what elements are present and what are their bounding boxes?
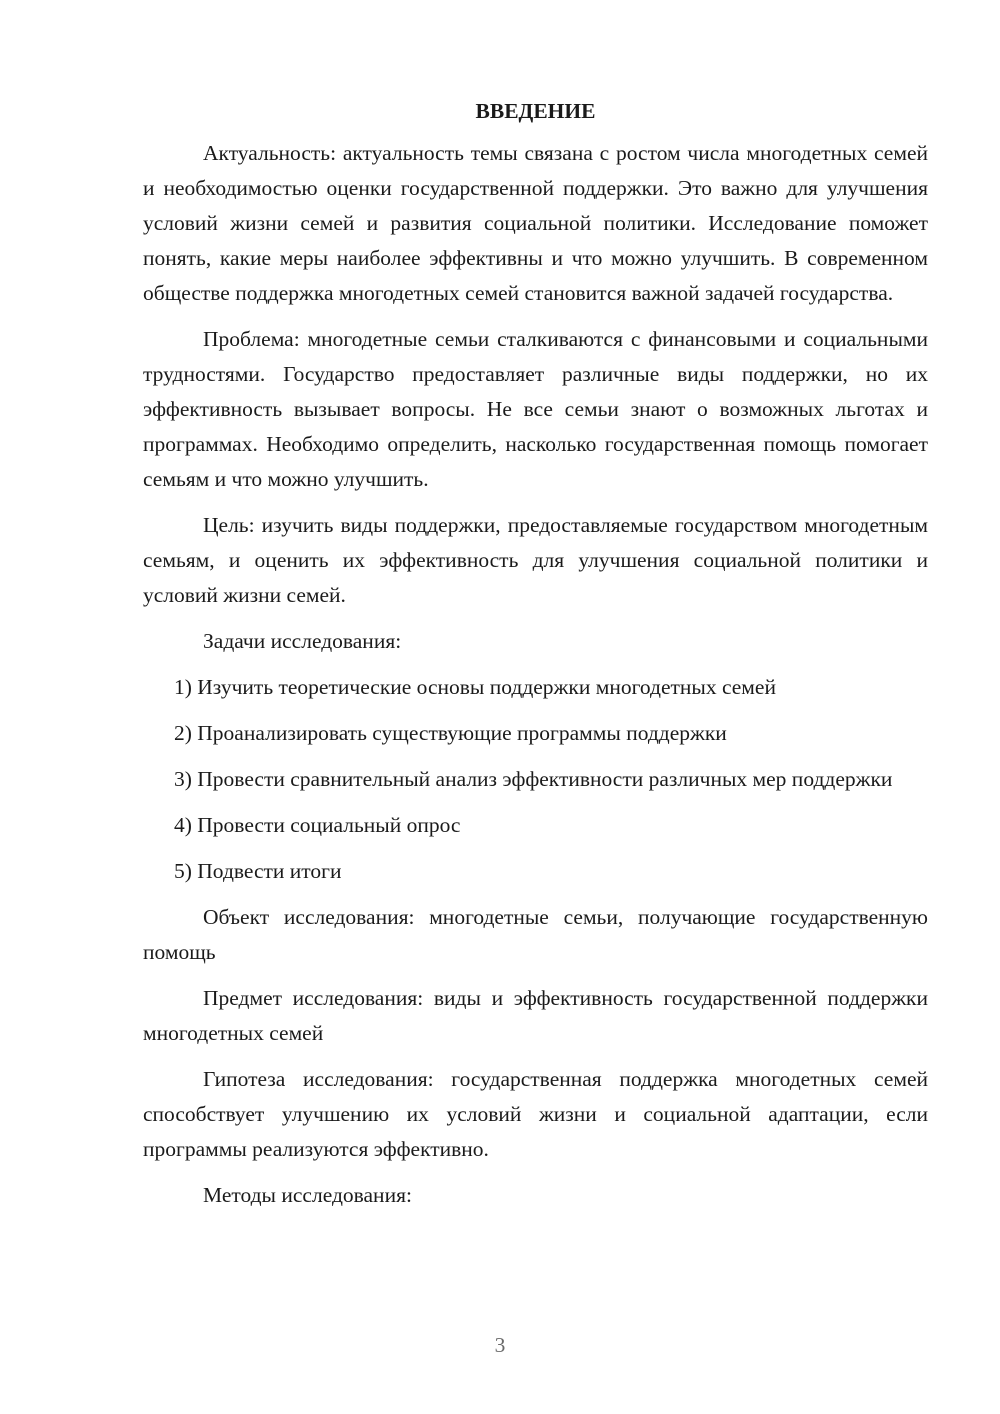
subject-paragraph: Предмет исследования: виды и эффективность государственной поддержки многодетных семей (143, 986, 928, 1045)
goal-paragraph: Цель: изучить виды поддержки, предоставляемые государством многодетным семьям, и оценить их эффективность для улучшения социальной политики и условий жизни семей. (143, 513, 928, 607)
task-item-3: 3) Провести сравнительный анализ эффективности различных мер поддержки (174, 767, 893, 791)
tasks-heading: Задачи исследования: (203, 629, 402, 653)
task-item-1: 1) Изучить теоретические основы поддержки многодетных семей (174, 675, 776, 699)
page-number: 3 (494, 1333, 506, 1357)
task-item-4: 4) Провести социальный опрос (174, 813, 461, 837)
methods-heading: Методы исследования: (203, 1183, 412, 1207)
hypothesis-paragraph: Гипотеза исследования: государственная поддержка многодетных семей способствует улучшению их условий жизни и социальной адаптации, если программы реализуются эффективно. (143, 1067, 928, 1161)
document-title: ВВЕДЕНИЕ (475, 99, 596, 123)
task-item-2: 2) Проанализировать существующие программы поддержки (174, 721, 727, 745)
problem-paragraph: Проблема: многодетные семьи сталкиваются с финансовыми и социальными трудностями. Государство предоставляет различные виды поддержки, но их эффективность вызывает вопросы. Не все семьи знают о возможных льготах и программах. Необходимо определить, насколько государственная помощь помогает семьям и что можно улучшить. (143, 327, 928, 491)
object-paragraph: Объект исследования: многодетные семьи, получающие государственную помощь (143, 905, 928, 964)
relevance-paragraph: Актуальность: актуальность темы связана с ростом числа многодетных семей и необходимостью оценки государственной поддержки. Это важно для улучшения условий жизни семей и развития социальной политики. Исследование поможет понять, какие меры наиболее эффективны и что можно улучшить. В современном обществе поддержка многодетных семей становится важной задачей государства. (143, 141, 928, 305)
page-content (143, 96, 928, 1224)
task-item-5: 5) Подвести итоги (174, 859, 342, 883)
